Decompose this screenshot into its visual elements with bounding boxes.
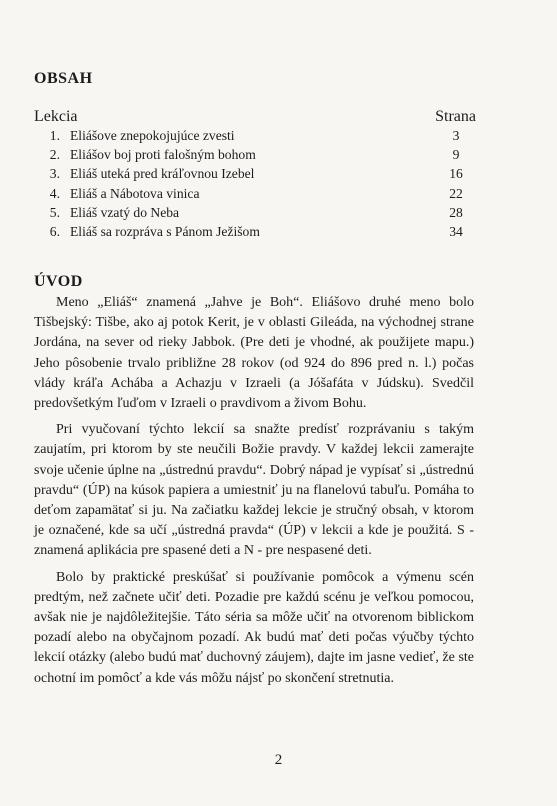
toc-page-header: Strana xyxy=(435,108,476,125)
page-number: 2 xyxy=(274,752,283,768)
toc-item-title: Eliášov boj proti falošným bohom xyxy=(70,147,256,163)
toc-item-page: 28 xyxy=(449,204,463,220)
toc-item-number: 3. xyxy=(49,166,60,182)
toc-column-headers xyxy=(34,108,476,126)
toc-lesson-header: Lekcia xyxy=(34,108,78,125)
toc-row xyxy=(34,205,476,224)
intro-paragraph: Bolo by praktické preskúšať si používanie pomôcok a výmenu scén predtým, než začnete učiť deti. Pozadie pre každú scénu je veľkou pomocou, avšak nie je najdôležitejšie. Táto séria sa môže učiť na otvorenom biblickom pozadí alebo na obyčajnom pozadí. Ak budú mať deti počas výučby týchto lekcií otázky (alebo budú mať duchovný záujem), dajte im jasne vedieť, že ste ochotní im pomôcť a kde vás môžu nájsť po skončení stretnutia. xyxy=(34,569,474,686)
intro-paragraph: Meno „Eliáš“ znamená „Jahve je Boh“. Eliášovo druhé meno bolo Tišbejský: Tišbe, ako aj potok Kerit, je v oblasti Gileáda, na východnej strane Jordána, na sever od rieky Jabbok. (Pre deti je vhodné, ak použijete mapu.) Jeho pôsobenie trvalo približne 28 rokov (od 924 do 896 pred n. l.) počas vlády kráľa Achába a Achazju v Izraeli (a Jóšafáta v Júdsku). Svedčil predovšetkým ľuďom v Izraeli o pravdivom a živom Bohu. xyxy=(34,295,474,412)
toc-item-number: 4. xyxy=(49,185,60,201)
toc-item-title: Eliáš vzatý do Neba xyxy=(70,204,180,220)
toc-item-page: 22 xyxy=(449,185,463,201)
toc-item-page: 34 xyxy=(449,223,463,239)
toc-item-page: 16 xyxy=(449,166,463,182)
toc-row xyxy=(34,166,476,185)
toc-row xyxy=(34,186,476,205)
toc-item-title: Eliáš a Nábotova vinica xyxy=(70,185,200,201)
toc-item-number: 5. xyxy=(49,204,60,220)
toc-item-number: 6. xyxy=(49,223,60,239)
intro-heading: ÚVOD xyxy=(34,273,83,290)
toc-item-title: Eliáš uteká pred kráľovnou Izebel xyxy=(70,166,255,182)
toc-item-title: Eliáš sa rozpráva s Pánom Ježišom xyxy=(70,223,260,239)
toc-row xyxy=(34,147,476,166)
intro-body xyxy=(34,293,474,695)
intro-paragraph: Pri vyučovaní týchto lekcií sa snažte predísť rozprávaniu s takým zaujatím, pri ktorom by ste neučili Božie pravdy. V každej lekcii zamerajte svoje učenie úplne na „ústrednú pravdu“. Dobrý nápad je vypísať si „ústrednú pravdu“ (ÚP) na kúsok papiera a umiestniť ju na flanelovú tabuľu. Pomáha to deťom zapamätať si ju. Na začiatku každej lekcie je stručný obsah, v ktorom je označené, kde sa učí „ústredná pravda“ (ÚP) v lekcii a kde je použitá. S - znamená aplikácia pre spasené deti a N - pre nespasené deti. xyxy=(34,422,474,559)
toc-item-page: 9 xyxy=(452,147,460,163)
toc-heading: OBSAH xyxy=(34,70,93,87)
toc-list xyxy=(34,128,476,243)
toc-row xyxy=(34,128,476,147)
toc-item-page: 3 xyxy=(452,128,460,143)
toc-item-title: Eliášove znepokojujúce zvesti xyxy=(70,128,235,143)
toc-row xyxy=(34,224,476,243)
toc-item-number: 2. xyxy=(49,147,60,163)
toc-item-number: 1. xyxy=(49,128,60,143)
